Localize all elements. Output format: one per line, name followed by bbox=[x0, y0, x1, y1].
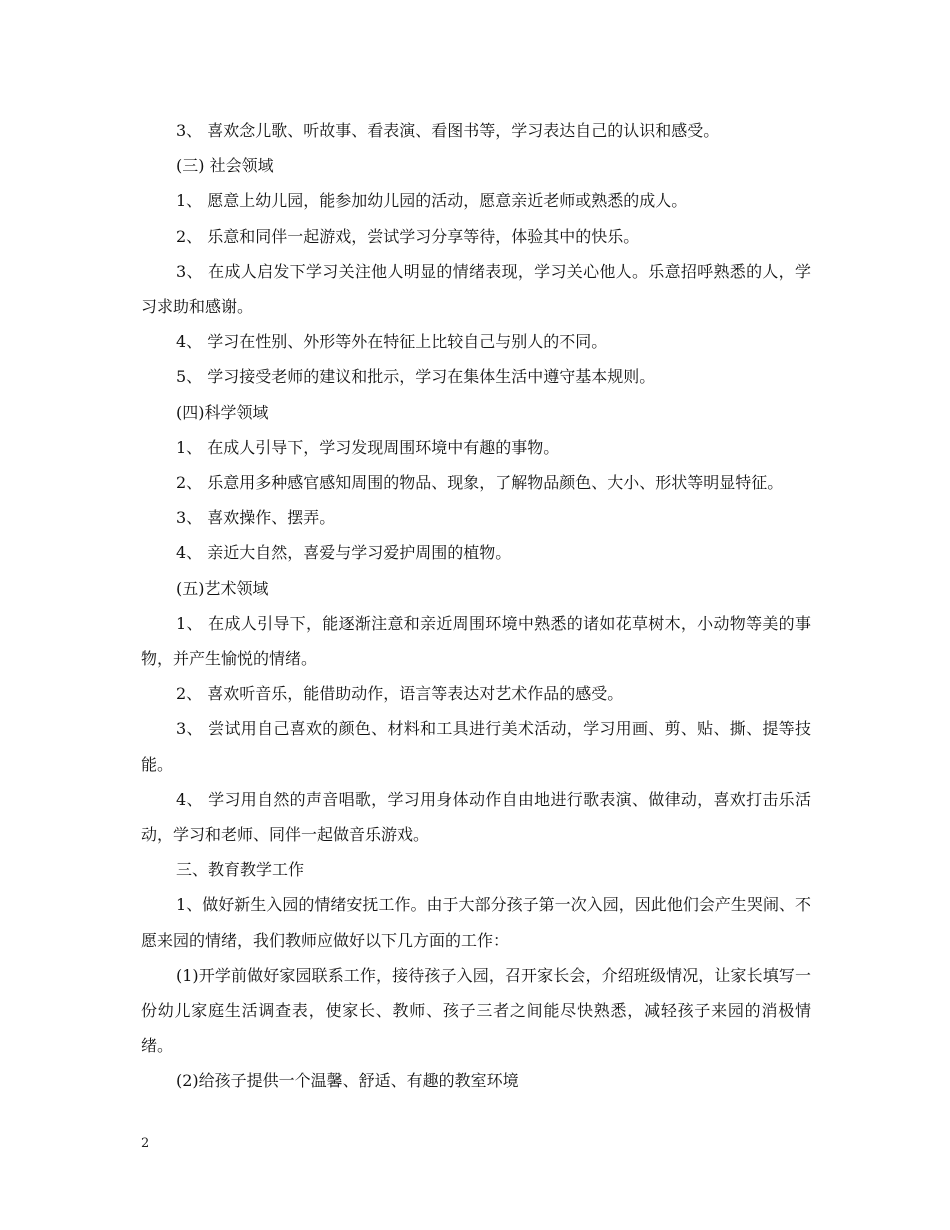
section-heading-science: (四)科学领域 bbox=[176, 402, 269, 422]
paragraph: 5、 学习接受老师的建议和批示，学习在集体生活中遵守基本规则。 bbox=[176, 367, 656, 387]
section-heading-teaching: 三、教育教学工作 bbox=[176, 860, 305, 880]
paragraph: 3、 喜欢念儿歌、听故事、看表演、看图书等，学习表达自己的认识和感受。 bbox=[176, 121, 720, 140]
paragraph: 4、 学习在性别、外形等外在特征上比较自己与别人的不同。 bbox=[176, 332, 608, 352]
paragraph: 1、 愿意上幼儿园，能参加幼儿园的活动，愿意亲近老师或熟悉的成人。 bbox=[176, 191, 688, 211]
page-number: 2 bbox=[141, 1136, 150, 1151]
paragraph: 3、 在成人启发下学习关注他人明显的情绪表现，学习关心他人。乐意招呼熟悉的人，学习求助和感谢。 bbox=[141, 261, 811, 317]
paragraph: 2、 乐意用多种感官感知周围的物品、现象，了解物品颜色、大小、形状等明显特征。 bbox=[176, 473, 784, 493]
paragraph: 1、做好新生入园的情绪安抚工作。由于大部分孩子第一次入园，因此他们会产生哭闹、不愿来园的情绪，我们教师应做好以下几方面的工作： bbox=[141, 895, 811, 950]
paragraph: 4、 学习用自然的声音唱歌，学习用身体动作自由地进行歌表演、做律动，喜欢打击乐活动，学习和老师、同伴一起做音乐游戏。 bbox=[141, 789, 811, 845]
paragraph: 1、 在成人引导下，学习发现周围环境中有趣的事物。 bbox=[176, 437, 560, 457]
paragraph: 4、 亲近大自然，喜爱与学习爱护周围的植物。 bbox=[176, 543, 512, 563]
section-heading-social: (三) 社会领域 bbox=[176, 156, 274, 176]
body-text bbox=[141, 113, 811, 1099]
paragraph: 2、 乐意和同伴一起游戏，尝试学习分享等待，体验其中的快乐。 bbox=[176, 226, 640, 246]
paragraph: 3、 尝试用自己喜欢的颜色、材料和工具进行美术活动，学习用画、剪、贴、撕、提等技能。 bbox=[141, 719, 811, 774]
paragraph: (2)给孩子提供一个温馨、舒适、有趣的教室环境 bbox=[176, 1071, 519, 1091]
paragraph: 2、 喜欢听音乐，能借助动作，语言等表达对艺术作品的感受。 bbox=[176, 684, 624, 704]
section-heading-art: (五)艺术领域 bbox=[176, 578, 269, 598]
paragraph: 1、 在成人引导下，能逐渐注意和亲近周围环境中熟悉的诸如花草树木，小动物等美的事物，并产生愉悦的情绪。 bbox=[141, 613, 811, 669]
paragraph: 3、 喜欢操作、摆弄。 bbox=[176, 508, 336, 528]
paragraph: (1)开学前做好家园联系工作，接待孩子入园，召开家长会，介绍班级情况，让家长填写一份幼儿家庭生活调查表，使家长、教师、孩子三者之间能尽快熟悉，减轻孩子来园的消极情绪。 bbox=[141, 965, 811, 1056]
